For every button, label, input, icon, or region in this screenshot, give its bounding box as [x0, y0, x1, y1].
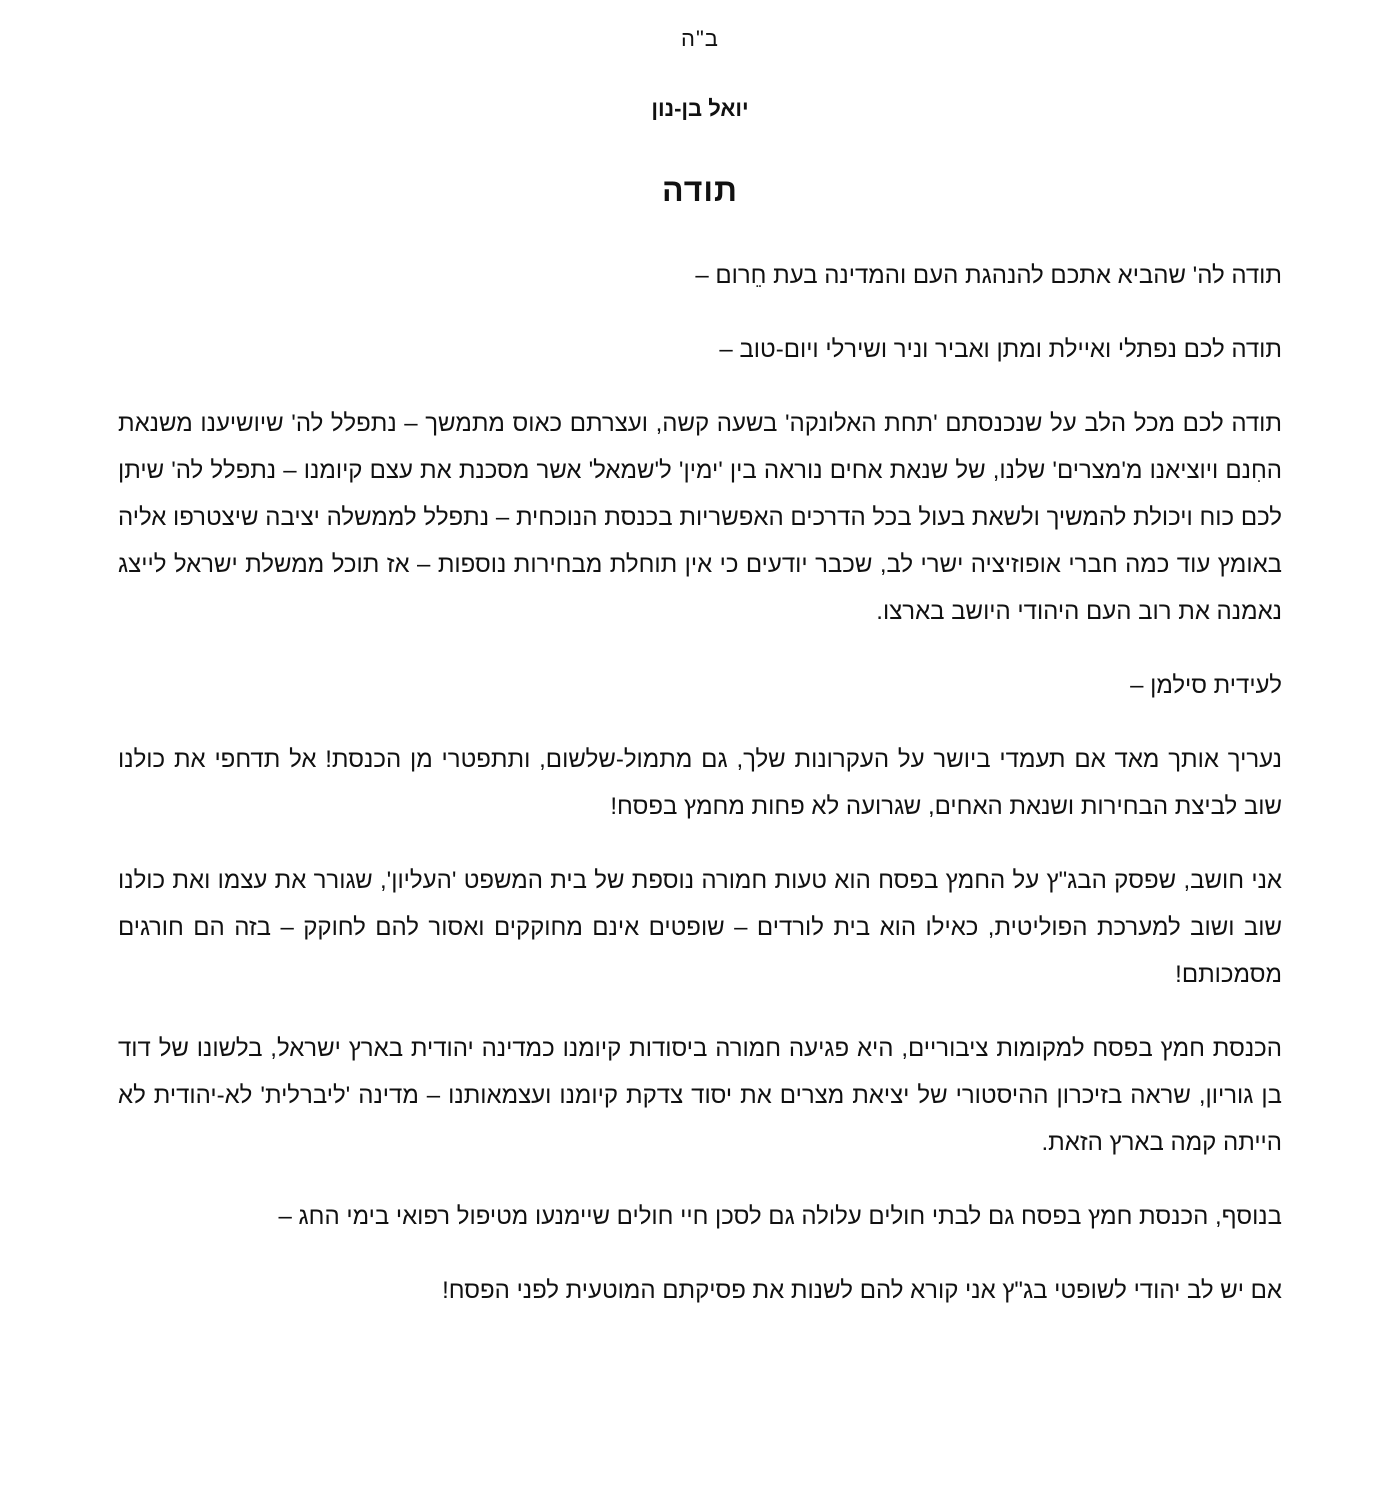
letter-body — [118, 252, 1282, 1314]
paragraph: תודה לכם מכל הלב על שנכנסתם 'תחת האלונקה' בשעה קשה, ועצרתם כאוס מתמשך – נתפלל לה' שיושיענו משנאת החִנם ויוציאנו מ'מצרים' שלנו, של שנאת אחים נוראה בין 'ימין' ל'שמאל' אשר מסכנת את עצם קיומנו – נתפלל לה' שיתן לכם כוח ויכולת להמשיך ולשאת בעול בכל הדרכים האפשריות בכנסת הנוכחית – נתפלל לממשלה יציבה שיצטרפו אליה באומץ עוד כמה חברי אופוזיציה ישרי לב, שכבר יודעים כי אין תוחלת מבחירות נוספות – אז תוכל ממשלת ישראל לייצג נאמנה את רוב העם היהודי היושב בארצו. — [118, 410, 1282, 625]
paragraph: תודה לכם נפתלי ואיילת ומתן ואביר וניר ושירלי ויום-טוב – — [719, 336, 1282, 363]
paragraph: לעידית סילמן – — [1130, 672, 1282, 699]
paragraph: הכנסת חמץ בפסח למקומות ציבוריים, היא פגיעה חמורה ביסודות קיומנו כמדינה יהודית בארץ ישראל, בלשונו של דוד בן גוריון, שראה בזיכרון ההיסטורי של יציאת מצרים את יסוד צדקת קיומנו ועצמאותנו – מדינה 'ליברלית' לא-יהודית לא הייתה קמה בארץ הזאת. — [118, 1035, 1282, 1156]
paragraph: נעריך אותך מאד אם תעמדי ביושר על העקרונות שלך, גם מתמול-שלשום, ותתפטרי מן הכנסת! אל תדחפי את כולנו שוב לביצת הבחירות ושנאת האחים, שגרועה לא פחות מחמץ בפסח! — [118, 746, 1282, 820]
paragraph: בנוסף, הכנסת חמץ בפסח גם לבתי חולים עלולה גם לסכן חיי חולים שיימנעו מטיפול רפואי בימי החג – — [278, 1203, 1282, 1230]
author-name: יואל בן-נון — [651, 96, 749, 121]
paragraph: תודה לה' שהביא אתכם להנהגת העם והמדינה בעת חֵרום – — [695, 262, 1282, 289]
header-mark: ב"ה — [681, 26, 719, 51]
paragraph: אם יש לב יהודי לשופטי בג"ץ אני קורא להם לשנות את פסיקתם המוטעית לפני הפסח! — [442, 1277, 1282, 1304]
paragraph: אני חושב, שפסק הבג"ץ על החמץ בפסח הוא טעות חמורה נוספת של בית המשפט 'העליון', שגורר את עצמו ואת כולנו שוב ושוב למערכת הפוליטית, כאילו הוא בית לורדים – שופטים אינם מחוקקים ואסור להם לחוקק – בזה הם חורגים מסמכותם! — [118, 867, 1282, 988]
letter-title: תודה — [662, 172, 738, 208]
